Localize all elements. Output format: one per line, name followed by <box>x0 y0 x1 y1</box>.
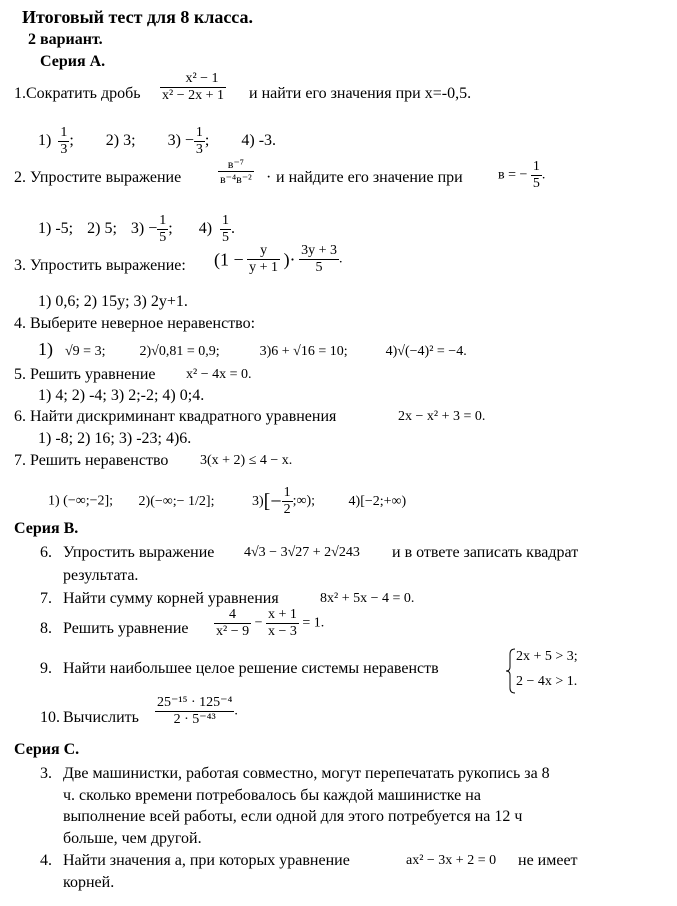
q2-text: 2. Упростите выражение <box>14 169 182 186</box>
series-b-heading: Серия В. <box>14 520 79 537</box>
q4-text: 4. Выберите неверное неравенство: <box>14 315 256 332</box>
q2-options: 1) -5; 2) 5; 3) − $\frac{1}{5}$ ; 4) $\frac{1}{5}$ . <box>38 213 236 245</box>
c-q4-text-line2: корней. <box>63 874 115 891</box>
q5-equation: x² − 4x = 0. <box>186 367 252 382</box>
q1-fraction: $\frac{\text{x² − 1}}{\text{x² − 2x + 1}}$ <box>162 71 224 103</box>
c-q3-line2: ч. сколько времени потребовалось бы каждой машинистке на <box>63 787 481 804</box>
q5-text: 5. Решить уравнение <box>14 366 156 383</box>
q7-inequality: 3(x + 2) ≤ 4 − x. <box>200 453 293 468</box>
c-q3-line3: выполнение всей работы, если одной для этого потребуется на 12 ч <box>63 808 523 825</box>
b-q6-text: Упростить выражение <box>63 544 215 561</box>
q1-text: 1.Сократить дробь <box>14 85 141 102</box>
q1-options: 1) $\frac{1}{3}$ ; 2) 3; 3) − $\frac{1}{3}$ ; 4) -3. <box>38 125 277 157</box>
q3-text: 3. Упростить выражение: <box>14 257 186 274</box>
q2-dot: · <box>266 169 272 186</box>
c-q3-number: 3. <box>40 765 52 782</box>
q7-text: 7. Решить неравенство <box>14 452 169 469</box>
q3-options: 1) 0,6; 2) 15y; 3) 2y+1. <box>38 293 188 310</box>
b-q6-text-line2: результата. <box>63 567 139 584</box>
b-q9-number: 9. <box>40 660 52 677</box>
q2-text-after: и найдите его значение при <box>276 169 463 186</box>
b-q8-number: 8. <box>40 620 52 637</box>
q3-expression: (1 − $\frac{y}{y + 1}$ )· $\frac{3y + 3}{5}$ . <box>214 243 343 275</box>
series-a-heading: Серия А. <box>40 53 106 70</box>
c-q4-text: Найти значения а, при которых уравнение <box>63 852 350 869</box>
c-q3-line4: больше, чем другой. <box>63 830 202 847</box>
b-q10-fraction: $\frac{\text{25⁻¹⁵ · 125⁻⁴}}{\text{2 · 5⁻⁴³}}$ . <box>157 695 238 727</box>
variant-label: 2 вариант. <box>28 31 103 48</box>
q6-options: 1) -8; 2) 16; 3) -23; 4)6. <box>38 430 192 447</box>
c-q3-line1: Две машинистки, работая совместно, могут перепечатать рукопись за 8 <box>63 765 550 782</box>
series-c-heading: Серия С. <box>14 741 80 758</box>
q5-options: 1) 4; 2) -4; 3) 2;-2; 4) 0;4. <box>38 387 205 404</box>
b-q7-equation: 8x² + 5x − 4 = 0. <box>320 591 415 606</box>
q1-text-after: и найти его значения при x=-0,5. <box>249 85 472 102</box>
q2-value: в = − $\frac{1}{5}$ . <box>498 159 546 191</box>
b-q6-text-after: и в ответе записать квадрат <box>392 544 579 561</box>
b-q9-line2: 2 − 4x > 1. <box>516 674 578 689</box>
q2-fraction: $\frac{\text{в⁻⁷}}{\text{в⁻⁴в⁻²}}$ <box>220 157 252 186</box>
b-q6-expression: 4√3 − 3√27 + 2√243 <box>244 545 360 560</box>
page-title: Итоговый тест для 8 класса. <box>22 7 254 27</box>
b-q10-number: 10. <box>40 709 60 726</box>
b-q7-text: Найти сумму корней уравнения <box>63 590 279 607</box>
b-q10-text: Вычислить <box>63 709 139 726</box>
b-q8-equation: $\frac{4}{\text{x² − 9}}$ − $\frac{x + 1}{x - 3}$ = 1. <box>216 607 325 639</box>
b-q9-text: Найти наибольшее целое решение системы неравенств <box>63 660 439 677</box>
q4-options: 1) √9 = 3; 2)√0,81 = 0,9; 3)6 + √16 = 10; 4)√(−4)² = −4. <box>38 339 467 359</box>
b-q8-text: Решить уравнение <box>63 620 189 637</box>
c-q4-text-after: не имеет <box>518 852 578 869</box>
b-q9-line1: 2x + 5 > 3; <box>516 649 578 664</box>
q6-text: 6. Найти дискриминант квадратного уравнения <box>14 408 337 425</box>
c-q4-equation: ax² − 3x + 2 = 0 <box>406 853 497 868</box>
b-q6-number: 6. <box>40 544 52 561</box>
q7-options: 1) (−∞;−2]; 2)(−∞;− 1/2]; 3)[− $\frac{1}{2}$ ;∞); 4)[−2;+∞) <box>48 485 407 517</box>
q6-equation: 2x − x² + 3 = 0. <box>398 409 486 424</box>
c-q4-number: 4. <box>40 852 52 869</box>
b-q7-number: 7. <box>40 590 52 607</box>
